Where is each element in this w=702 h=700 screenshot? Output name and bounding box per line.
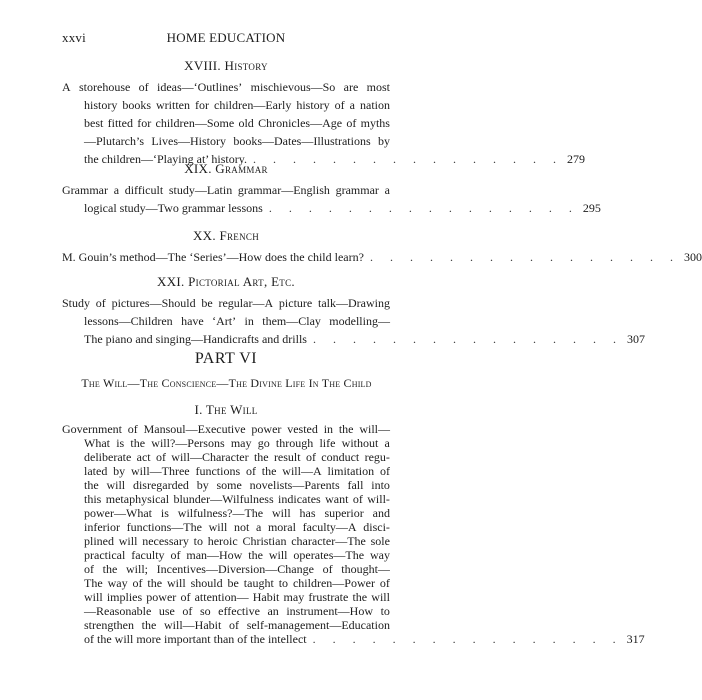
entry-line: power—What is wilfulness?—The will has superior and — [84, 506, 390, 520]
entry-text: M. Gouin’s method—The ‘Series’—How does the child learn? — [62, 250, 364, 264]
entry-line: —Reasonable use of so effective an instrument—How to — [84, 604, 390, 618]
section-heading-history: XVIII. History — [184, 58, 268, 73]
entry-line: practical faculty of man—How the will operates—The way — [84, 548, 390, 562]
page-number: 300 — [683, 250, 702, 264]
entry-text: logical study—Two grammar lessons — [84, 201, 263, 215]
running-head — [62, 30, 390, 46]
running-title: HOME EDUCATION — [166, 30, 286, 45]
entry-line: deliberate act of will—Character the result of conduct regu- — [84, 450, 390, 464]
entry-line: The way of the will should be taught to children—Power of — [84, 576, 390, 590]
section-heading-grammar: XIX. Grammar — [184, 161, 268, 176]
entry-line: the will disregarded by some novelists—Parents fall into — [84, 478, 390, 492]
entry-text: The piano and singing—Handicrafts and drills — [84, 332, 307, 346]
entry-line: inferior functions—The will not a moral faculty—A disci- — [84, 520, 390, 534]
entry-line-last — [84, 199, 601, 217]
dot-leader: . . . . . . . . . . . . . . . . — [312, 632, 623, 646]
folio: xxvi — [62, 30, 86, 45]
part-title: PART VI — [194, 350, 258, 367]
entry-line: Grammar a difficult study—Latin grammar—English grammar a — [62, 183, 390, 197]
entry-line: What is the will?—Persons may go through life without a — [84, 436, 390, 450]
entry-line-last — [62, 248, 702, 266]
entry-line: history books written for children—Early history of a nation — [84, 98, 390, 112]
entry-line: best fitted for children—Some old Chronicles—Age of myths — [84, 116, 390, 130]
dot-leader: . . . . . . . . . . . . . . . . — [252, 152, 563, 166]
entry-line: —Plutarch’s Lives—History books—Dates—Illustrations by — [84, 134, 390, 148]
entry-line: this metaphysical blunder—Wilfulness indicates want of will- — [84, 492, 390, 506]
entry-line-last — [84, 330, 645, 348]
entry-line: of the will; Incentives—Diversion—Change of thought— — [84, 562, 390, 576]
dot-leader: . . . . . . . . . . . . . . . . — [268, 201, 579, 215]
entry-line: lated by will—Three functions of the will—A limitation of — [84, 464, 390, 478]
entry-line: Government of Mansoul—Executive power vested in the will— — [62, 422, 390, 436]
page-number: 307 — [626, 332, 645, 346]
page-number: 279 — [566, 152, 585, 166]
entry-line: A storehouse of ideas—‘Outlines’ mischievous—So are most — [62, 80, 390, 94]
section-heading-will: I. The Will — [194, 402, 258, 417]
dot-leader: . . . . . . . . . . . . . . . . — [369, 250, 680, 264]
entry-text: the children—‘Playing at’ history. — [84, 152, 247, 166]
page-number: 295 — [582, 201, 601, 215]
entry-line-last — [84, 632, 645, 646]
part-subtitle: The Will—The Conscience—The Divine Life In The Child — [81, 376, 372, 390]
page-number: 317 — [626, 632, 645, 646]
entry-text: of the will more important than of the intellect — [84, 632, 307, 646]
entry-line: Study of pictures—Should be regular—A picture talk—Drawing — [62, 296, 390, 310]
section-heading-pictorial-art: XXI. Pictorial Art, Etc. — [157, 274, 295, 289]
dot-leader: . . . . . . . . . . . . . . . . — [312, 332, 623, 346]
entry-line: will implies power of attention— Habit may frustrate the will — [84, 590, 390, 604]
section-heading-french: XX. French — [192, 228, 259, 243]
entry-line: plined will necessary to heroic Christian character—The sole — [84, 534, 390, 548]
entry-line: lessons—Children have ‘Art’ in them—Clay modelling— — [84, 314, 390, 328]
entry-line: strengthen the will—Habit of self-management—Education — [84, 618, 390, 632]
